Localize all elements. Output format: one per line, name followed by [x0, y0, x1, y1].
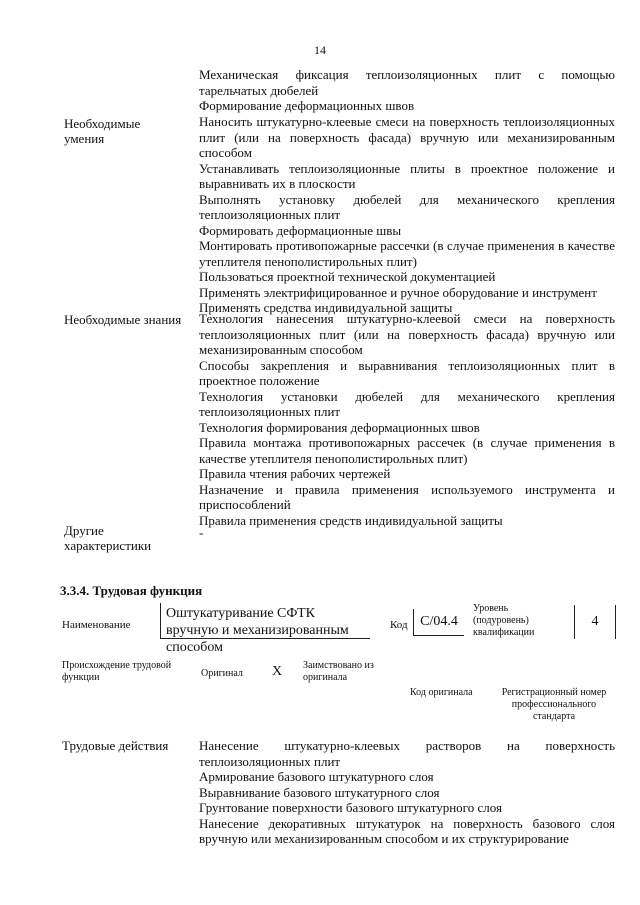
- list-item: Пользоваться проектной технической документацией: [199, 269, 496, 284]
- code-box: С/04.4: [413, 609, 464, 636]
- level-box: 4: [574, 605, 616, 639]
- list-item: Правила чтения рабочих чертежей: [199, 466, 391, 481]
- function-name-box: Оштукатуривание СФТК вручную и механизированным способом: [160, 603, 370, 639]
- list-item: Выравнивание базового штукатурного слоя: [199, 784, 440, 800]
- list-item: Армирование базового штукатурного слоя: [199, 769, 434, 784]
- list-item: Применять средства индивидуальной защиты: [199, 300, 453, 315]
- skills-list: [199, 114, 615, 316]
- borrowed-label: Заимствовано из оригинала: [303, 660, 374, 683]
- code-label: Код: [390, 619, 408, 631]
- original-mark: X: [272, 664, 283, 679]
- knowledge-label: Необходимые знания: [64, 312, 182, 327]
- list-item: Наносить штукатурно-клеевые смеси на поверхность теплоизоляционных плит (или на поверхность фасада) вручную или механизированным способом: [199, 114, 615, 160]
- list-item: Способы закрепления и выравнивания теплоизоляционных плит в проектное положение: [199, 357, 615, 388]
- page-number: 14: [314, 43, 326, 57]
- other-label: Другие характеристики: [64, 523, 152, 553]
- list-item: Формирование деформационных швов: [199, 98, 415, 113]
- list-item: Нанесение штукатурно-клеевых растворов на поверхность теплоизоляционных плит: [199, 738, 615, 769]
- list-item: Выполнять установку дюбелей для механического крепления теплоизоляционных плит: [199, 191, 615, 222]
- list-item: Технология нанесения штукатурно-клеевой смеси на поверхность теплоизоляционных плит (или на поверхность фасада) вручную или механизированным способом: [199, 311, 615, 357]
- list-item: Нанесение декоративных штукатурок на поверхность базового слоя вручную или механизированным способом и их структурирование: [199, 815, 615, 846]
- list-item: Назначение и правила применения используемого инструмента и приспособлений: [199, 481, 615, 512]
- name-label: Наименование: [62, 619, 131, 631]
- origin-code-label: Код оригинала: [410, 687, 473, 698]
- reg-number-label: Регистрационный номер профессионального стандарта: [501, 687, 607, 722]
- other-value: -: [199, 525, 204, 540]
- list-item: Монтировать противопожарные рассечки (в случае применения в качестве утеплителя пенополистирольных плит): [199, 238, 615, 269]
- top-items-list: [199, 67, 615, 114]
- section-title: 3.3.4. Трудовая функция: [60, 583, 203, 598]
- list-item: Правила монтажа противопожарных рассечек (в случае применения в качестве утеплителя пенополистирольных плит): [199, 435, 615, 466]
- actions-label: Трудовые действия: [62, 738, 169, 753]
- list-item: Грунтование поверхности базового штукатурного слоя: [199, 800, 502, 815]
- list-item: Формировать деформационные швы: [199, 222, 402, 238]
- original-label: Оригинал: [201, 668, 243, 679]
- list-item: Правила применения средств индивидуальной защиты: [199, 512, 503, 528]
- list-item: Технология установки дюбелей для механического крепления теплоизоляционных плит: [199, 388, 615, 419]
- list-item: Устанавливать теплоизоляционные плиты в проектное положение и выравнивать их в плоскости: [199, 160, 615, 191]
- skills-label: Необходимые умения: [64, 116, 141, 146]
- actions-list: [199, 738, 615, 847]
- level-label: Уровень (подуровень) квалификации: [473, 603, 535, 638]
- list-item: Технология формирования деформационных швов: [199, 419, 480, 435]
- origin-label: Происхождение трудовой функции: [62, 660, 172, 683]
- knowledge-list: [199, 311, 615, 528]
- list-item: Механическая фиксация теплоизоляционных плит с помощью тарельчатых дюбелей: [199, 67, 615, 98]
- list-item: Применять электрифицированное и ручное оборудование и инструмент: [199, 284, 597, 300]
